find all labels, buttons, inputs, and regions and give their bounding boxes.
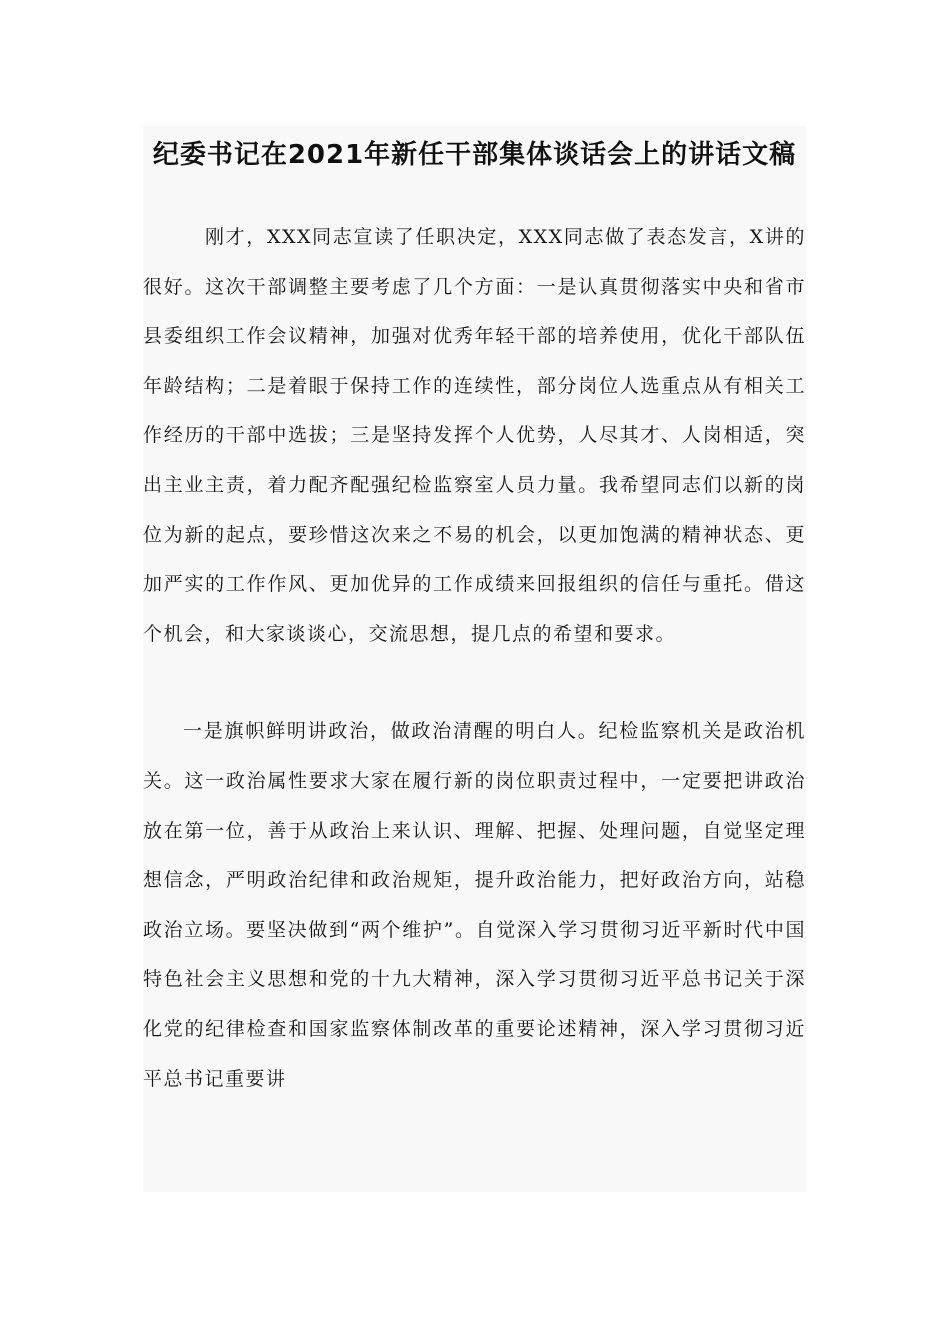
body-paragraph-2: 一是旗帜鲜明讲政治，做政治清醒的明白人。纪检监察机关是政治机关。这一政治属性要求大家在履行新的岗位职责过程中，一定要把讲政治放在第一位，善于从政治上来认识、理解、把握、处理问题，自觉坚定理想信念，严明政治纪律和政治规矩，提升政治能力，把好政治方向，站稳政治立场。要坚决做到“两个维护”。自觉深入学习贯彻习近平新时代中国特色社会主义思想和党的十九大精神，深入学习贯彻习近平总书记关于深化党的纪律检查和国家监察体制改革的重要论述精神，深入学习贯彻习近平总书记重要讲 <box>143 720 806 1090</box>
document-title: 纪委书记在2021年新任干部集体谈话会上的讲话文稿 <box>152 140 797 170</box>
body-paragraph-1: 刚才，XXX同志宣读了任职决定，XXX同志做了表态发言，X讲的很好。这次干部调整主要考虑了几个方面：一是认真贯彻落实中央和省市县委组织工作会议精神，加强对优秀年轻干部的培养使用，优化干部队伍年龄结构；二是着眼于保持工作的连续性，部分岗位人选重点从有相关工作经历的干部中选拔；三是坚持发挥个人优势，人尽其才、人岗相适，突出主业主责，着力配齐配强纪检监察室人员力量。我希望同志们以新的岗位为新的起点，要珍惜这次来之不易的机会，以更加饱满的精神状态、更加严实的工作作风、更加优异的工作成绩来回报组织的信任与重托。借这个机会，和大家谈谈心，交流思想，提几点的希望和要求。 <box>143 226 806 645</box>
document-page <box>143 126 806 1192</box>
